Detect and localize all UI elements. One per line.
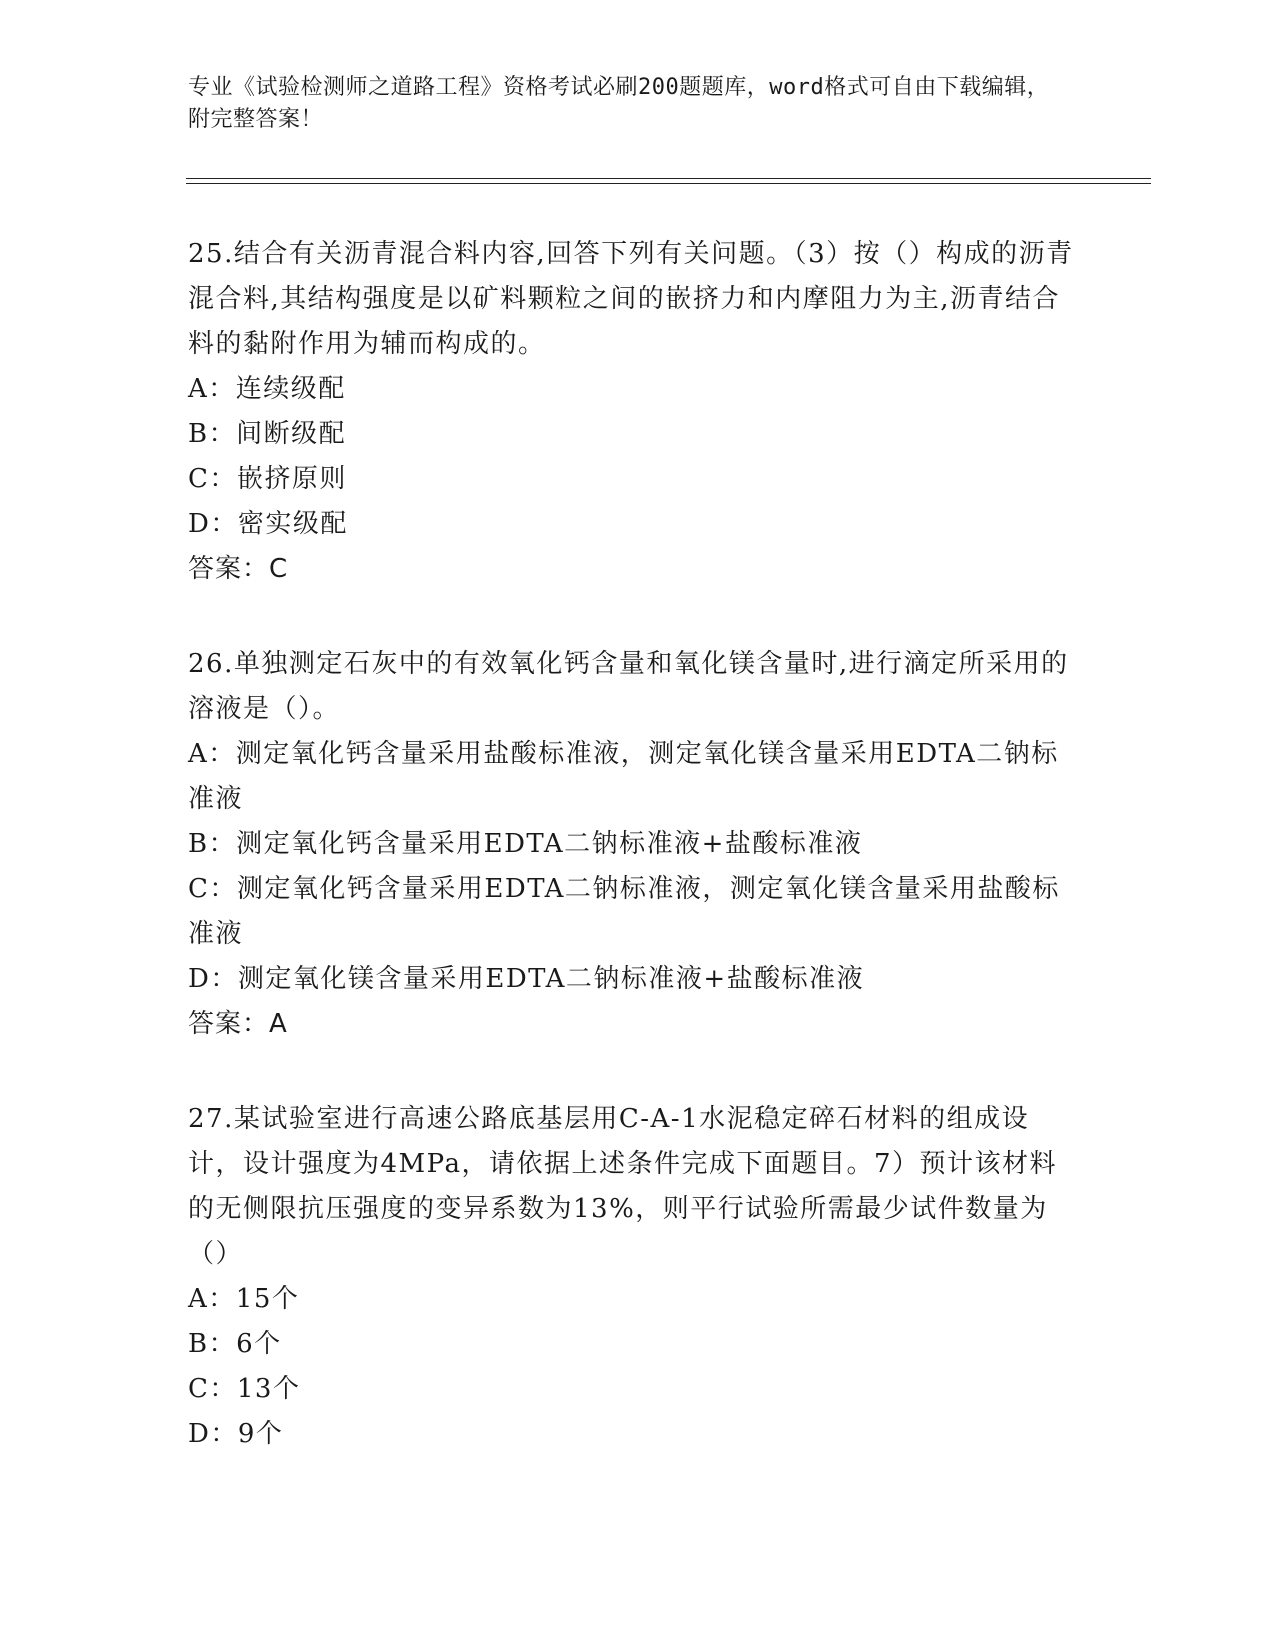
question-stem: 26.单独测定石灰中的有效氧化钙含量和氧化镁含量时,进行滴定所采用的溶液是（）。 <box>188 649 1069 724</box>
answer-text: 答案：C <box>188 554 289 584</box>
header-divider-line <box>186 178 1151 179</box>
option-b: B：测定氧化钙含量采用EDTA二钠标准液+盐酸标准液 <box>188 829 863 859</box>
question-stem: 25.结合有关沥青混合料内容,回答下列有关问题。（3）按（）构成的沥青混合料,其结构强度是以矿料颗粒之间的嵌挤力和内摩阻力为主,沥青结合料的黏附作用为辅而构成的。 <box>188 239 1074 359</box>
option-d: D：密实级配 <box>188 509 348 539</box>
option-b: B：间断级配 <box>188 419 347 449</box>
header-divider-line-secondary <box>186 183 1151 184</box>
option-d: D：9个 <box>188 1419 284 1449</box>
question-stem: 27.某试验室进行高速公路底基层用C-A-1水泥稳定碎石材料的组成设计，设计强度为4MPa，请依据上述条件完成下面题目。7）预计该材料的无侧限抗压强度的变异系数为13%，则平行试验所需最少试件数量为（） <box>188 1104 1058 1269</box>
option-a: A：15个 <box>188 1284 300 1314</box>
question-26 <box>188 642 1078 1047</box>
answer-text: 答案：A <box>188 1009 288 1039</box>
option-c: C：嵌挤原则 <box>188 464 347 494</box>
option-d: D：测定氧化镁含量采用EDTA二钠标准液+盐酸标准液 <box>188 964 865 994</box>
option-c: C：13个 <box>188 1374 301 1404</box>
option-a: A：连续级配 <box>188 374 346 404</box>
option-b: B：6个 <box>188 1329 282 1359</box>
question-25 <box>188 232 1078 592</box>
header-note: 专业《试验检测师之道路工程》资格考试必刷200题题库，word格式可自由下载编辑，附完整答案！ <box>188 75 1050 132</box>
option-c: C：测定氧化钙含量采用EDTA二钠标准液，测定氧化镁含量采用盐酸标准液 <box>188 874 1060 949</box>
question-27 <box>188 1097 1078 1457</box>
option-a: A：测定氧化钙含量采用盐酸标准液，测定氧化镁含量采用EDTA二钠标准液 <box>188 739 1059 814</box>
